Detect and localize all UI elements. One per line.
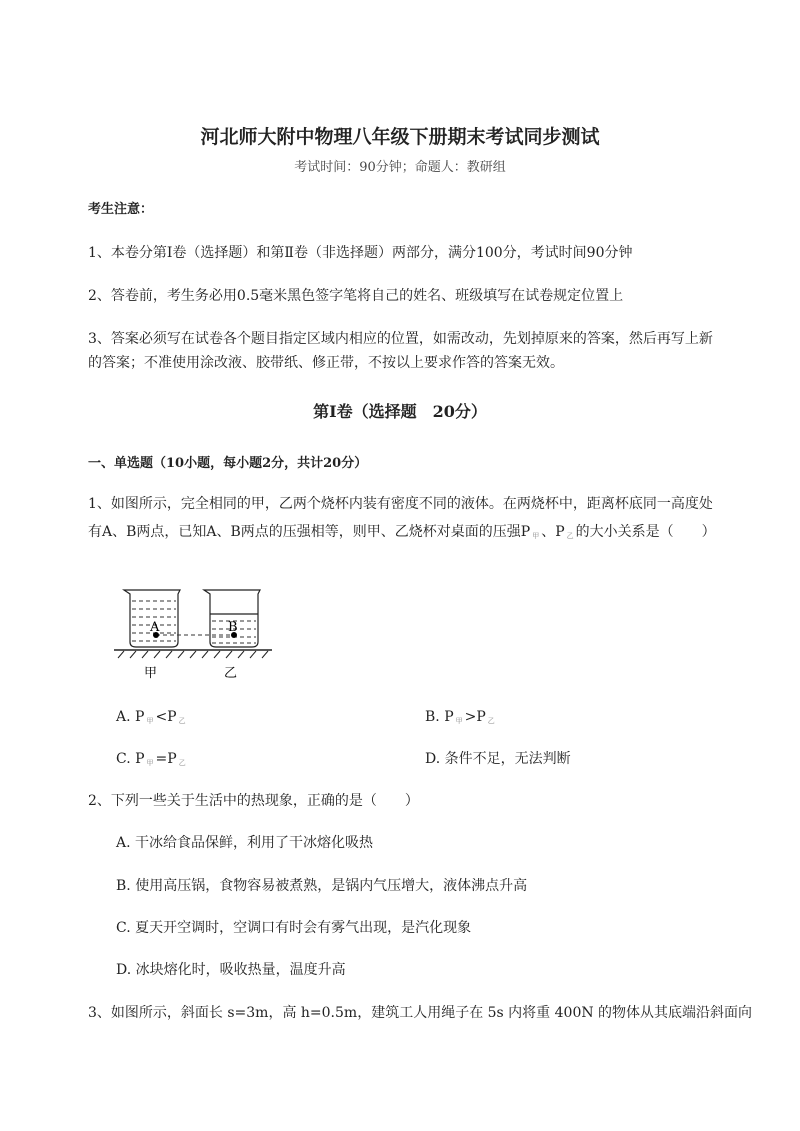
point-a-label: A xyxy=(150,620,160,635)
q3-stem: 3、如图所示，斜面长 s=3m，高 h=0.5m，建筑工人用绳子在 5s 内将重 400N 的物体从其底端沿斜面向 xyxy=(88,1005,753,1021)
opt-text: A. P xyxy=(116,709,145,725)
q1-text: 、P xyxy=(541,524,565,540)
opt-text: C. P xyxy=(116,751,145,767)
opt-text: >P xyxy=(464,709,486,725)
subscript: 甲 xyxy=(146,759,154,767)
opt-text: <P xyxy=(155,709,177,725)
beaker-jia-label: 甲 xyxy=(144,666,158,680)
point-b-label: B xyxy=(228,620,238,635)
beaker-yi-label: 乙 xyxy=(224,666,238,680)
q1-option-c[interactable] xyxy=(116,749,188,773)
subscript: 甲 xyxy=(455,717,463,725)
q1-stem-2 xyxy=(88,522,716,546)
q1-option-a[interactable] xyxy=(116,707,188,731)
q1-option-b[interactable] xyxy=(425,707,497,731)
opt-text: =P xyxy=(155,751,177,767)
q1-text: 有A、B两点，已知A、B两点的压强相等，则甲、乙烧杯对桌面的压强P xyxy=(88,524,531,540)
q1-stem: 1、如图所示，完全相同的甲，乙两个烧杯内装有密度不同的液体。在两烧杯中，距离杯底同一高度处 xyxy=(88,496,713,512)
notice-item: 3、答案必须写在试卷各个题目指定区域内相应的位置，如需改动，先划掉原来的答案，然后再写上新 xyxy=(88,331,713,347)
subscript: 甲 xyxy=(532,532,540,540)
notice-item: 的答案；不准使用涂改液、胶带纸、修正带，不按以上要求作答的答案无效。 xyxy=(88,355,564,371)
beakers-figure xyxy=(112,585,277,680)
section-title: 第I卷（选择题 20分） xyxy=(313,402,487,421)
q2-option-c[interactable]: C. 夏天开空调时，空调口有时会有雾气出现，是汽化现象 xyxy=(116,920,472,936)
opt-text: B. P xyxy=(425,709,454,725)
q2-option-d[interactable]: D. 冰块熔化时，吸收热量，温度升高 xyxy=(116,962,346,978)
q1-option-d[interactable]: D. 条件不足，无法判断 xyxy=(425,751,571,767)
q2-option-a[interactable]: A. 干冰给食品保鲜，利用了干冰熔化吸热 xyxy=(116,835,374,851)
exam-subtitle: 考试时间：90分钟；命题人：教研组 xyxy=(294,160,506,175)
q2-option-b[interactable]: B. 使用高压锅，食物容易被煮熟，是锅内气压增大，液体沸点升高 xyxy=(116,878,528,894)
notice-item: 2、答卷前，考生务必用0.5毫米黑色签字笔将自己的姓名、班级填写在试卷规定位置上 xyxy=(88,288,624,304)
subscript: 乙 xyxy=(487,717,495,725)
subscript: 乙 xyxy=(566,532,574,540)
q2-stem: 2、下列一些关于生活中的热现象，正确的是（ ） xyxy=(88,793,419,809)
notice-heading: 考生注意： xyxy=(88,202,154,217)
notice-item: 1、本卷分第I卷（选择题）和第Ⅱ卷（非选择题）两部分，满分100分，考试时间90分钟 xyxy=(88,245,633,261)
part-heading: 一、单选题（10小题，每小题2分，共计20分） xyxy=(88,456,368,471)
subscript: 甲 xyxy=(146,717,154,725)
q1-text: 的大小关系是（ ） xyxy=(575,524,716,540)
exam-title: 河北师大附中物理八年级下册期末考试同步测试 xyxy=(200,126,600,148)
subscript: 乙 xyxy=(178,717,186,725)
subscript: 乙 xyxy=(178,759,186,767)
